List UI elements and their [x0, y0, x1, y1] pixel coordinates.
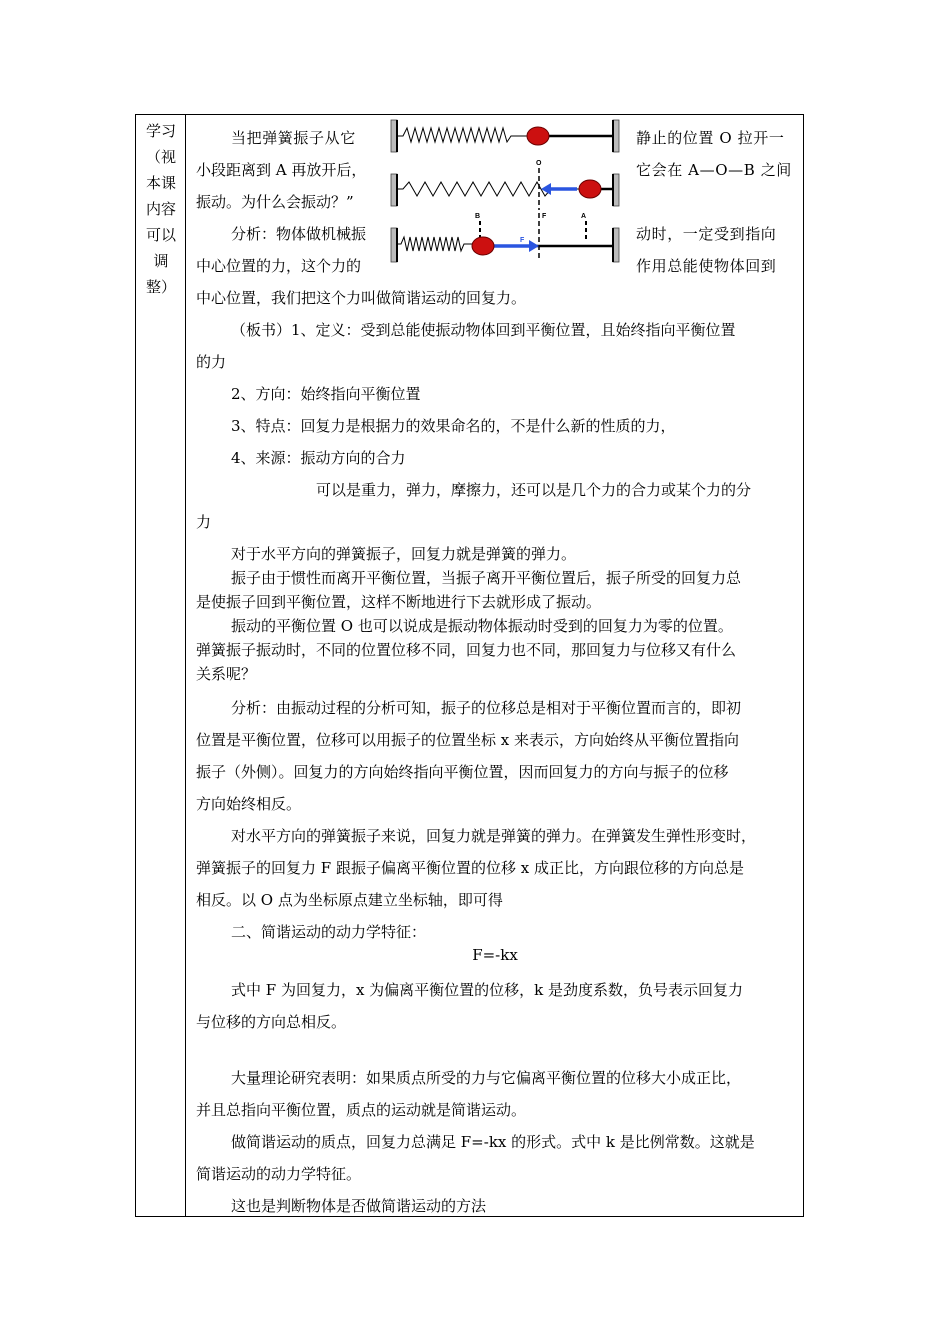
spring-paragraph: 振动的平衡位置 O 也可以说成是振动物体振动时受到的回复力为零的位置。 [231, 617, 733, 635]
intro-line: 分析：物体做机械振 [231, 225, 367, 243]
left-column-line: （视 [145, 148, 176, 166]
analysis-line: 位置是平衡位置，位移可以用振子的位置坐标 x 来表示，方向始终从平衡位置指向 [196, 731, 739, 749]
theory-line: 简谐运动的动力学特征。 [196, 1165, 362, 1183]
source-detail-line: 可以是重力，弹力，摩擦力，还可以是几个力的合力或某个力的分 [316, 481, 752, 499]
left-column-line: 调 [153, 252, 169, 270]
arrow-head [541, 183, 551, 195]
left-column-line: 本课 [145, 174, 176, 192]
analysis-line: 方向始终相反。 [196, 795, 302, 813]
label-f-top: F [542, 213, 547, 220]
theory-line: 这也是判断物体是否做简谐运动的方法 [231, 1197, 487, 1215]
left-column-line: 整） [145, 278, 176, 296]
arrow-head [529, 240, 539, 252]
spring-row-compressed [391, 213, 619, 262]
analysis-line: 分析：由振动过程的分析可知，振子的位移总是相对于平衡位置而言的，即初 [231, 699, 742, 717]
horizontal-line: 弹簧振子的回复力 F 跟振子偏离平衡位置的位移 x 成正比，方向跟位移的方向总是 [196, 859, 744, 877]
spring [397, 128, 527, 142]
formula: F=-kx [472, 946, 518, 964]
dynamics-heading: 二、简谐运动的动力学特征： [231, 923, 427, 941]
dynamics-line: 式中 F 为回复力，x 为偏离平衡位置的位移，k 是劲度系数，负号表示回复力 [231, 981, 744, 999]
analysis-line: 振子（外侧）。回复力的方向始终指向平衡位置，因而回复力的方向与振子的位移 [196, 763, 729, 781]
intro-line: 当把弹簧振子从它 [231, 129, 356, 147]
label-b: B [475, 213, 481, 220]
intro-line: 作用总能使物体回到 [636, 257, 777, 275]
horizontal-line: 相反。以 O 点为坐标原点建立坐标轴，即可得 [196, 891, 503, 909]
dynamics-line: 与位移的方向总相反。 [196, 1013, 347, 1031]
direction-line: 2、方向：始终指向平衡位置 [231, 385, 421, 403]
oscillator-ball [472, 237, 494, 255]
theory-line: 大量理论研究表明：如果质点所受的力与它偏离平衡位置的位移大小成正比， [231, 1069, 742, 1087]
intro-line: 振动。为什么会振动？” [196, 193, 354, 211]
label-o: O [536, 160, 542, 167]
spring-paragraph: 振子由于惯性而离开平衡位置，当振子离开平衡位置后，振子所受的回复力总 [231, 569, 742, 587]
left-column-line: 可以 [145, 226, 176, 244]
definition-line: （板书）1、定义：受到总能使振动物体回到平衡位置，且始终指向平衡位置 [231, 321, 736, 339]
feature-line: 3、特点：回复力是根据力的效果命名的，不是什么新的性质的力， [231, 417, 676, 435]
intro-line: 静止的位置 O 拉开一 [636, 129, 785, 147]
oscillator-ball [527, 127, 549, 145]
spring [397, 237, 473, 251]
theory-line: 做简谐运动的质点，回复力总满足 F=-kx 的形式。式中 k 是比例常数。这就是 [231, 1133, 755, 1151]
left-column-label [140, 118, 182, 300]
intro-line: 动时，一定受到指向 [636, 225, 777, 243]
column-divider [185, 114, 186, 1217]
oscillator-ball [579, 180, 601, 198]
spring-paragraph: 对于水平方向的弹簧振子，回复力就是弹簧的弹力。 [231, 545, 577, 563]
left-column-line: 学习 [145, 122, 176, 140]
spring-row-rest [391, 120, 619, 152]
definition-line: 的力 [196, 353, 227, 371]
intro-line: 中心位置的力，这个力的 [196, 257, 362, 275]
source-line: 4、来源：振动方向的合力 [231, 449, 406, 467]
spring-paragraph: 是使振子回到平衡位置，这样不断地进行下去就形成了振动。 [196, 593, 602, 611]
horizontal-line: 对水平方向的弹簧振子来说，回复力就是弹簧的弹力。在弹簧发生弹性形变时， [231, 827, 757, 845]
intro-line: 它会在 A—O—B 之间 [636, 161, 792, 179]
spring-oscillator-figure [389, 118, 629, 266]
label-a: A [581, 213, 587, 220]
spring-row-stretched [391, 160, 619, 210]
spring-paragraph: 关系呢？ [196, 665, 257, 683]
intro-line: 中心位置，我们把这个力叫做简谐运动的回复力。 [196, 289, 527, 307]
label-force: F [520, 237, 525, 244]
spring-paragraph: 弹簧振子振动时，不同的位置位移不同，回复力也不同，那回复力与位移又有什么 [196, 641, 737, 659]
intro-line: 小段距离到 A 再放开后， [196, 161, 367, 179]
theory-line: 并且总指向平衡位置，质点的运动就是简谐运动。 [196, 1101, 527, 1119]
source-detail-line: 力 [196, 513, 212, 531]
left-column-line: 内容 [145, 200, 176, 218]
